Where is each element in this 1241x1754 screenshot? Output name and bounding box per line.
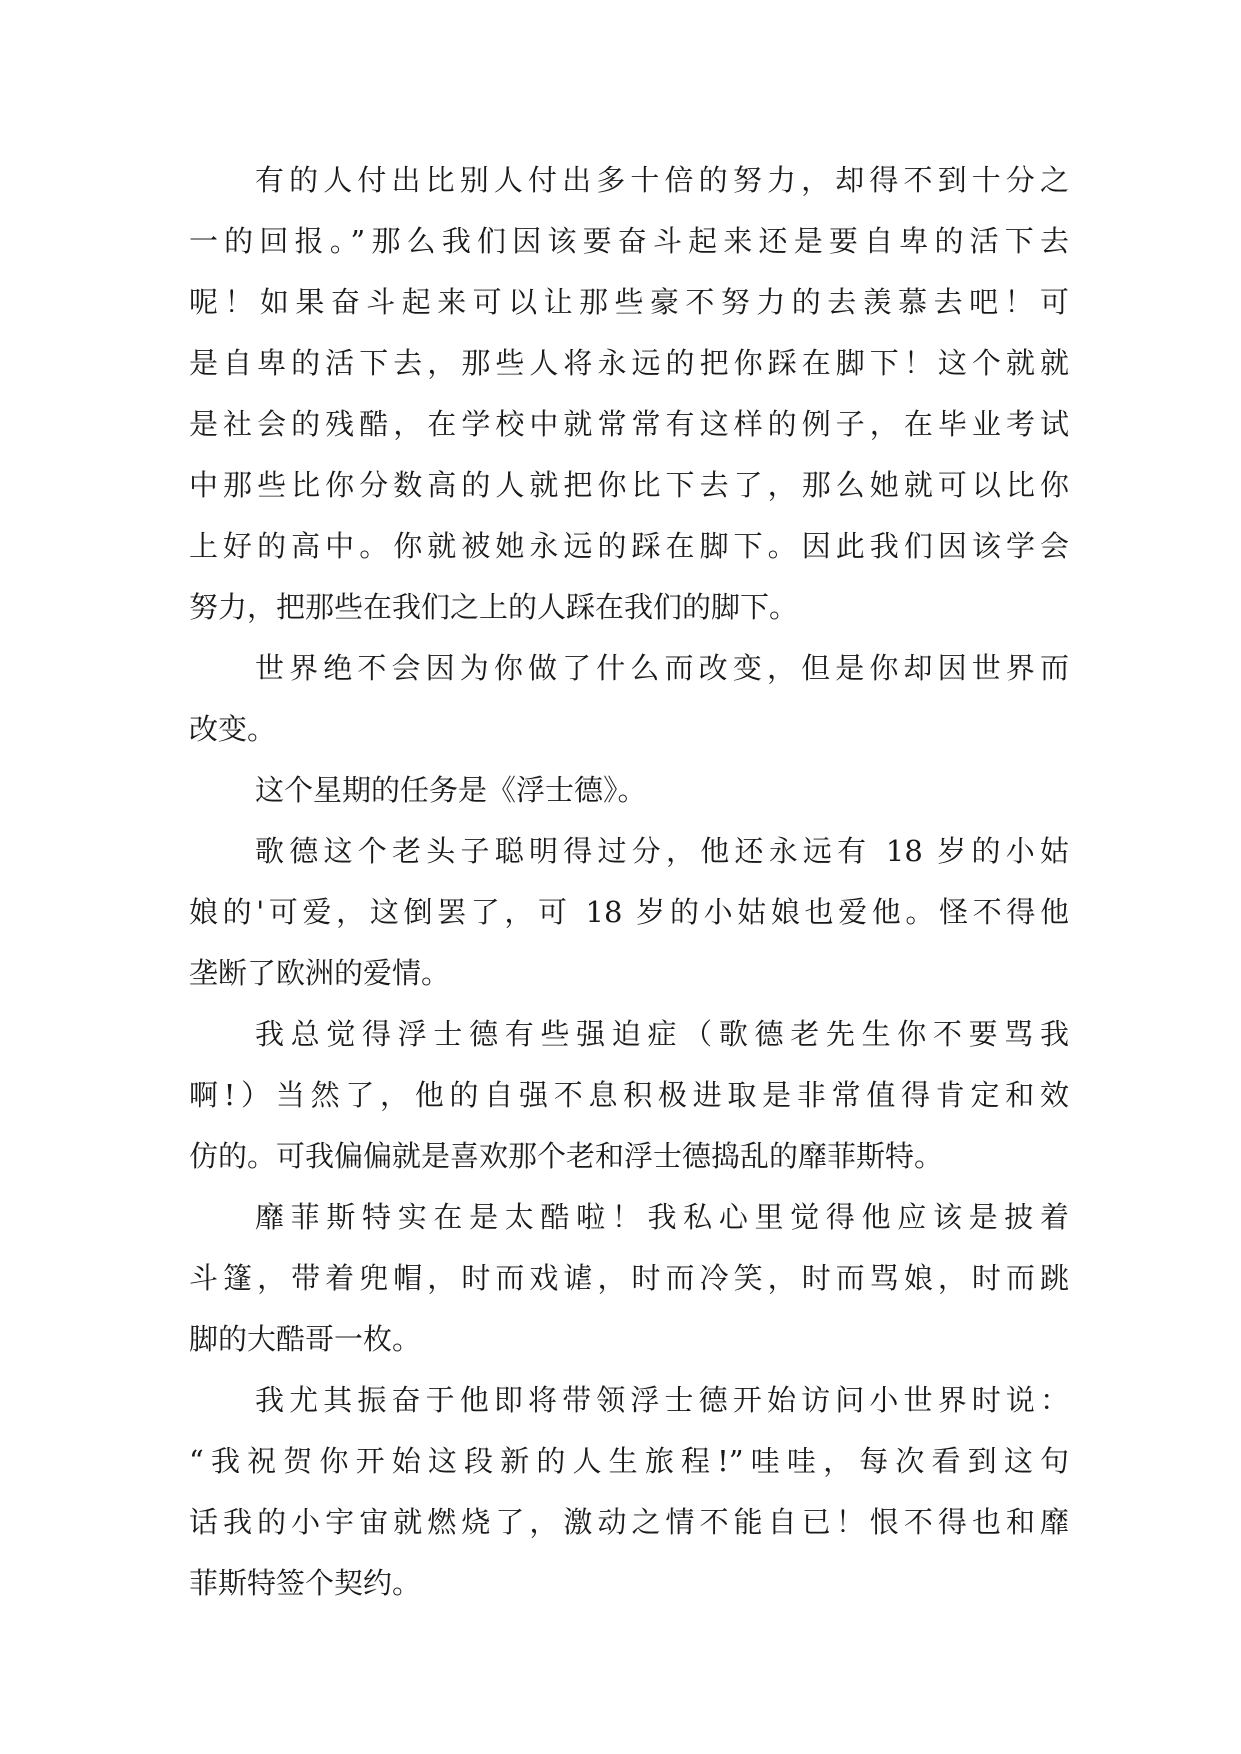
paragraph (189, 150, 1069, 638)
text-line: 上好的高中。你就被她永远的踩在脚下。因此我们因该学会 (189, 529, 1069, 563)
paragraph (189, 1370, 1069, 1614)
text-line: 这个星期的任务是《浮士德》。 (255, 773, 647, 807)
paragraph (189, 638, 1069, 760)
text-line: 靡菲斯特实在是太酷啦！我私心里觉得他应该是披着 (255, 1200, 1069, 1234)
text-line: 歌德这个老头子聪明得过分，他还永远有 18 岁的小姑 (255, 834, 1069, 868)
text-line: 努力，把那些在我们之上的人踩在我们的脚下。 (189, 590, 799, 624)
text-line: 我总觉得浮士德有些强迫症（歌德老先生你不要骂我 (255, 1017, 1069, 1051)
text-line: 我尤其振奋于他即将带领浮士德开始访问小世界时说： (255, 1383, 1069, 1417)
text-line: 是社会的残酷，在学校中就常常有这样的例子，在毕业考试 (189, 407, 1069, 441)
text-line: “我祝贺你开始这段新的人生旅程!”哇哇，每次看到这句 (189, 1444, 1069, 1478)
paragraph (189, 1004, 1069, 1187)
text-line: 菲斯特签个契约。 (189, 1566, 422, 1600)
text-line: 娘的'可爱，这倒罢了，可 18 岁的小姑娘也爱他。怪不得他 (189, 895, 1069, 929)
text-line: 改变。 (189, 712, 277, 746)
text-line: 世界绝不会因为你做了什么而改变，但是你却因世界而 (255, 651, 1069, 685)
text-line: 是自卑的活下去，那些人将永远的把你踩在脚下！这个就就 (189, 346, 1069, 380)
paragraph (189, 1187, 1069, 1370)
text-line: 中那些比你分数高的人就把你比下去了，那么她就可以比你 (189, 468, 1069, 502)
text-line: 脚的大酷哥一枚。 (189, 1322, 422, 1356)
text-line: 话我的小宇宙就燃烧了，激动之情不能自已！恨不得也和靡 (189, 1505, 1069, 1539)
paragraph (189, 821, 1069, 1004)
paragraph (189, 760, 1069, 821)
text-line: 一的回报。”那么我们因该要奋斗起来还是要自卑的活下去 (189, 224, 1069, 258)
text-line: 啊!）当然了，他的自强不息积极进取是非常值得肯定和效 (189, 1078, 1069, 1112)
text-line: 呢！如果奋斗起来可以让那些豪不努力的去羡慕去吧！可 (189, 285, 1069, 319)
document-body (189, 150, 1069, 1614)
text-line: 仿的。可我偏偏就是喜欢那个老和浮士德捣乱的靡菲斯特。 (189, 1139, 944, 1173)
text-line: 垄断了欧洲的爱情。 (189, 956, 451, 990)
text-line: 斗篷，带着兜帽，时而戏谑，时而冷笑，时而骂娘，时而跳 (189, 1261, 1069, 1295)
text-line: 有的人付出比别人付出多十倍的努力，却得不到十分之 (255, 163, 1069, 197)
